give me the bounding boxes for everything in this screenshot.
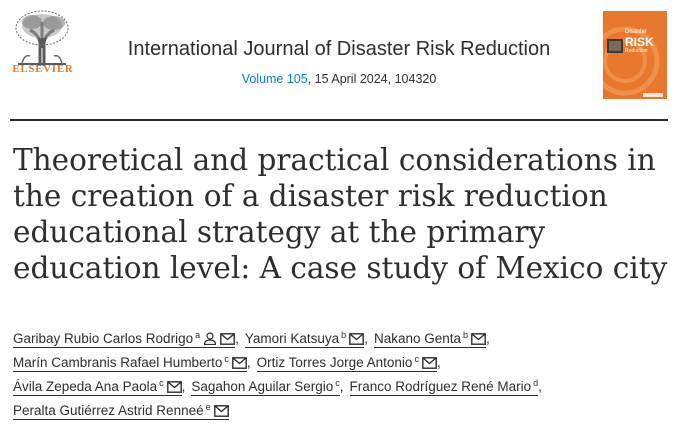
affiliation-marker: c [224, 354, 229, 364]
author-name: Peralta Gutiérrez Astrid Renneé [13, 403, 204, 418]
title-line: education level: A case study of Mexico city [13, 251, 668, 285]
author-name: Ortiz Torres Jorge Antonio [256, 355, 413, 370]
affiliation-marker: c [414, 354, 419, 364]
author-separator: , [436, 355, 441, 370]
issue-info [0, 72, 678, 86]
affiliation-marker: e [205, 402, 211, 412]
cover-line-3: Reduction [625, 48, 648, 54]
affiliation-marker: c [159, 378, 164, 388]
author-link[interactable] [13, 375, 182, 396]
cover-line-2: RISK [625, 35, 654, 49]
author-link[interactable] [13, 327, 235, 348]
author-name: Marín Cambranis Rafael Humberto [13, 355, 223, 370]
journal-header [0, 0, 678, 119]
publisher-name: ELSEVIER [12, 64, 74, 75]
author-separator: , [235, 331, 239, 346]
email-icon[interactable] [471, 333, 486, 345]
email-icon[interactable] [220, 333, 235, 345]
author-link[interactable] [374, 327, 486, 348]
author-separator: , [246, 355, 251, 370]
email-icon[interactable] [167, 381, 182, 393]
volume-link[interactable]: Volume 105 [241, 72, 308, 86]
email-icon[interactable] [349, 333, 364, 345]
author-separator: , [486, 331, 490, 346]
author-separator: , [538, 379, 542, 394]
affiliation-marker: a [195, 330, 201, 340]
affiliation-marker: c [335, 378, 340, 388]
email-icon[interactable] [232, 357, 247, 369]
person-icon[interactable] [203, 332, 217, 345]
author-link[interactable] [13, 351, 247, 372]
author-separator: , [339, 379, 344, 394]
author-name: Nakano Genta [373, 331, 462, 346]
author-row [13, 375, 673, 399]
email-icon[interactable] [422, 357, 437, 369]
author-name: Yamori Katsuya [244, 331, 340, 346]
author-name: Ávila Zepeda Ana Paola [13, 379, 158, 394]
journal-cover-image[interactable] [603, 11, 667, 99]
author-separator: , [364, 331, 368, 346]
author-name: Garibay Rubio Carlos Rodrigo [13, 331, 194, 346]
author-row [13, 327, 673, 351]
author-row [13, 351, 673, 375]
cover-title [625, 29, 665, 54]
author-link[interactable] [350, 375, 539, 396]
author-name: Sagahon Aguilar Sergio [191, 379, 334, 394]
author-link[interactable] [13, 399, 229, 420]
article-title [13, 142, 668, 286]
issue-details: , 15 April 2024, 104320 [307, 72, 437, 86]
author-row [13, 399, 673, 423]
author-name: Franco Rodríguez René Mario [349, 379, 532, 394]
affiliation-marker: d [533, 378, 539, 388]
header-divider [10, 119, 668, 121]
affiliation-marker: b [463, 330, 469, 340]
title-line: educational strategy at the primary [13, 215, 546, 249]
author-list [13, 327, 673, 423]
author-separator: , [181, 379, 186, 394]
author-link[interactable] [245, 327, 364, 348]
author-link[interactable] [257, 351, 437, 372]
email-icon[interactable] [214, 405, 229, 417]
affiliation-marker: b [341, 330, 347, 340]
title-line: Theoretical and practical considerations in [13, 143, 656, 177]
journal-title[interactable]: International Journal of Disaster Risk Reduction [127, 38, 551, 60]
cover-line-1: Disaster [625, 29, 648, 35]
author-link[interactable] [191, 375, 339, 396]
title-line: the creation of a disaster risk reduction [13, 179, 608, 213]
